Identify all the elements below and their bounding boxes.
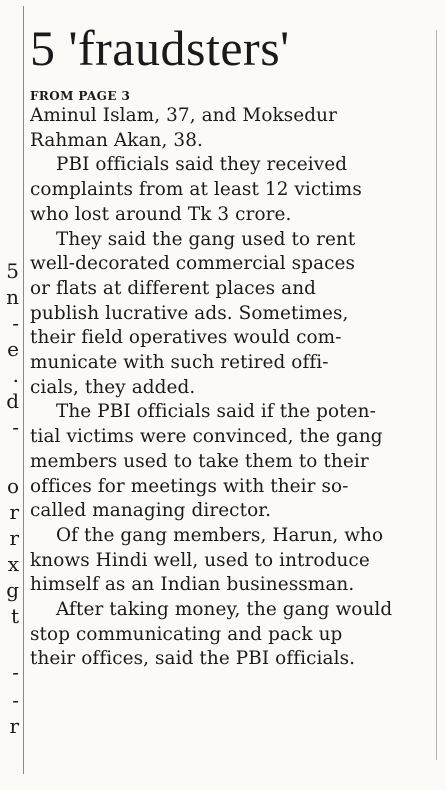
body-line: their offices, said the PBI officials. — [30, 648, 356, 670]
body-line: members used to take them to their — [30, 450, 369, 472]
body-line: called managing director. — [30, 500, 272, 522]
left-fragment: r — [9, 526, 19, 550]
left-fragment: . — [12, 363, 19, 387]
body-line: knows Hindi well, used to introduce — [30, 549, 370, 571]
left-fragment: r — [9, 714, 19, 738]
left-fragment: o — [6, 474, 19, 498]
body-line: tial victims were convinced, the gang — [30, 426, 383, 448]
body-line: Aminul Islam, 37, and Moksedur — [30, 105, 337, 126]
body-line: well-decorated commercial spaces — [30, 253, 356, 275]
body-line: complaints from at least 12 victims — [30, 179, 362, 201]
body-line: Of the gang members, Harun, who — [56, 524, 384, 546]
body-line: After taking money, the gang would — [56, 599, 393, 621]
column-rule-right — [436, 30, 437, 760]
left-fragment: x — [7, 552, 19, 576]
headline: 5 'fraudsters' — [30, 20, 290, 76]
body-line: offices for meetings with their so- — [30, 475, 349, 497]
left-fragment: - — [12, 311, 19, 335]
column-rule-left — [23, 6, 24, 774]
left-fragment: g — [6, 578, 19, 602]
body-line: Rahman Akan, 38. — [30, 129, 203, 151]
left-fragment: - — [12, 660, 19, 684]
article — [30, 18, 432, 672]
body-line: publish lucrative ads. Sometimes, — [30, 302, 349, 324]
adjacent-column-fragment — [0, 0, 22, 790]
body-line: himself as an Indian businessman. — [30, 574, 355, 596]
left-fragment: t — [10, 604, 19, 628]
left-fragment: - — [12, 688, 19, 712]
body-line: who lost around Tk 3 crore. — [30, 203, 292, 225]
body-line: PBI officials said they received — [56, 154, 348, 176]
left-fragment: e — [7, 337, 19, 361]
article-body — [30, 104, 432, 672]
body-line: They said the gang used to rent — [56, 228, 356, 250]
left-fragment: - — [12, 415, 19, 439]
body-line: or flats at different places and — [30, 277, 317, 299]
body-line: municate with such retired offi- — [30, 352, 329, 374]
body-line: The PBI officials said if the poten- — [56, 401, 376, 423]
body-line: stop communicating and pack up — [30, 623, 343, 645]
left-fragment: d — [6, 389, 19, 413]
body-line: their field operatives would com- — [30, 327, 342, 349]
body-line: cials, they added. — [30, 376, 196, 398]
left-fragment: r — [9, 500, 19, 524]
left-fragment: n — [6, 285, 19, 309]
jump-label: FROM PAGE 3 — [30, 89, 131, 103]
left-fragment: 5 — [6, 259, 19, 283]
